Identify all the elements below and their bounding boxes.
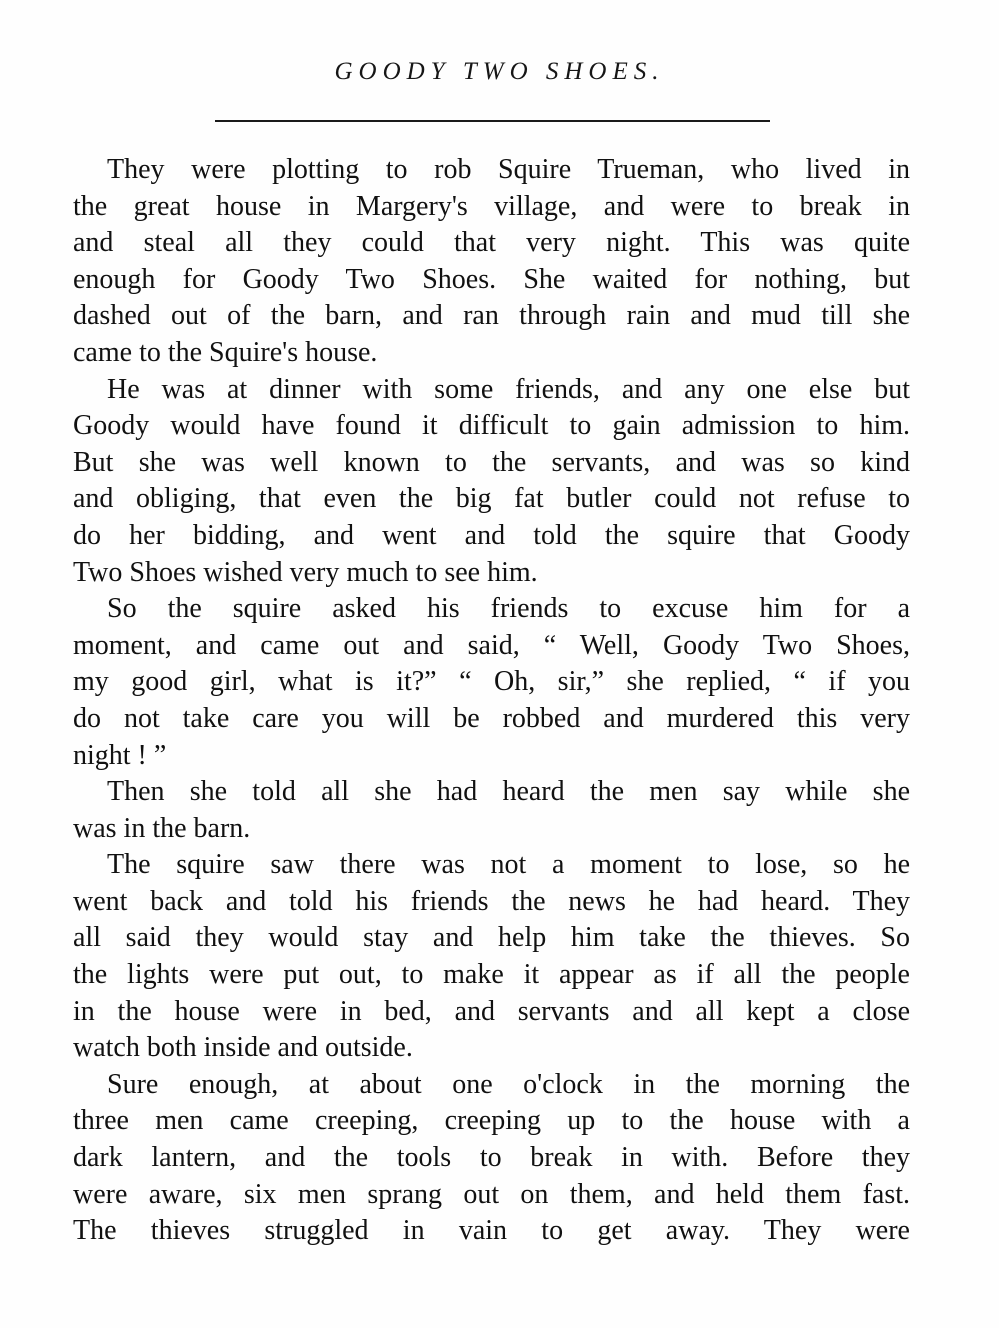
text-line: in the house were in bed, and servants and all kept a close xyxy=(73,995,910,1027)
text-line: and obliging, that even the big fat butler could not refuse to xyxy=(73,483,910,515)
text-line: my good girl, what is it?” “ Oh, sir,” she replied, “ if you xyxy=(73,666,910,698)
text-line: The squire saw there was not a moment to lose, so he xyxy=(107,849,910,881)
text-line: went back and told his friends the news he had heard. They xyxy=(73,885,910,917)
text-line: So the squire asked his friends to excuse him for a xyxy=(107,593,910,625)
text-line: Two Shoes wished very much to see him. xyxy=(73,556,538,588)
text-line: Sure enough, at about one o'clock in the morning the xyxy=(107,1068,910,1100)
text-line: moment, and came out and said, “ Well, Goody Two Shoes, xyxy=(73,629,910,661)
paragraph xyxy=(73,774,910,847)
header-rule xyxy=(215,120,770,122)
text-line: enough for Goody Two Shoes. She waited for nothing, but xyxy=(73,263,910,295)
text-line: The thieves struggled in vain to get away. They were xyxy=(73,1215,910,1247)
text-line: were aware, six men sprang out on them, and held them fast. xyxy=(73,1178,910,1210)
text-line: They were plotting to rob Squire Trueman, who lived in xyxy=(107,154,910,185)
paragraph xyxy=(73,847,910,1067)
text-line: night ! ” xyxy=(73,739,167,771)
text-line: three men came creeping, creeping up to the house with a xyxy=(73,1105,910,1137)
paragraph xyxy=(73,1067,910,1250)
text-line: watch both inside and outside. xyxy=(73,1032,413,1064)
paragraph xyxy=(73,152,910,372)
paragraph xyxy=(73,591,910,774)
body-text xyxy=(73,152,910,1250)
text-line: dashed out of the barn, and ran through rain and mud till she xyxy=(73,300,910,332)
text-line: came to the Squire's house. xyxy=(73,336,378,368)
text-line: do her bidding, and went and told the squire that Goody xyxy=(73,519,910,551)
text-line: He was at dinner with some friends, and any one else but xyxy=(107,373,910,405)
text-line: was in the barn. xyxy=(73,812,251,844)
text-line: all said they would stay and help him take the thieves. So xyxy=(73,922,910,954)
text-line: and steal all they could that very night. This was quite xyxy=(73,227,910,259)
text-line: But she was well known to the servants, and was so kind xyxy=(73,446,910,478)
text-line: the great house in Margery's village, and were to break in xyxy=(73,190,910,222)
text-line: dark lantern, and the tools to break in with. Before they xyxy=(73,1142,910,1174)
text-line: Then she told all she had heard the men say while she xyxy=(107,776,910,808)
text-line: the lights were put out, to make it appear as if all the people xyxy=(73,959,910,991)
paragraph xyxy=(73,372,910,592)
text-line: do not take care you will be robbed and murdered this very xyxy=(73,702,910,734)
running-head: GOODY TWO SHOES. xyxy=(334,58,665,85)
text-line: Goody would have found it difficult to gain admission to him. xyxy=(73,410,910,442)
